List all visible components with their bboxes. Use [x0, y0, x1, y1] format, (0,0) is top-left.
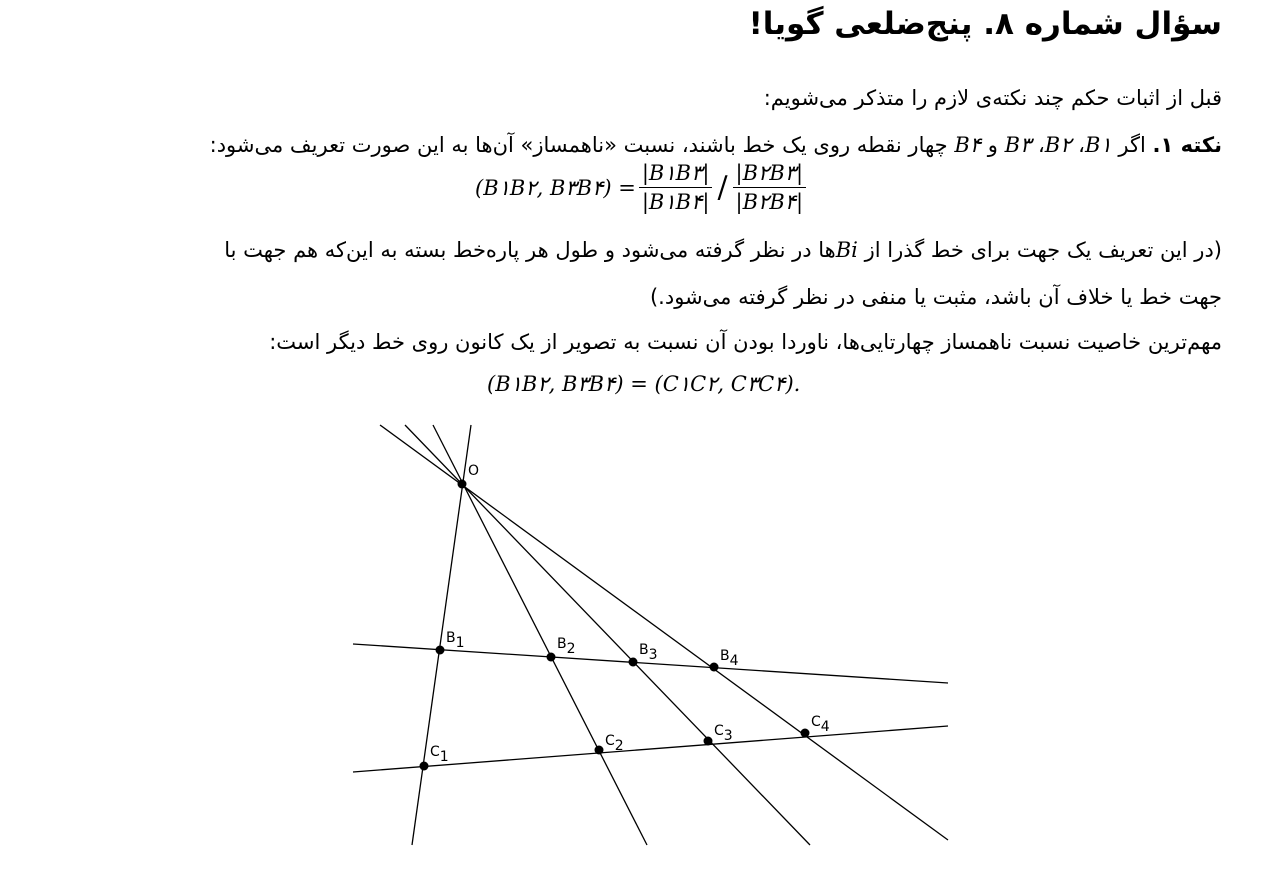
point-b4 [710, 663, 719, 672]
note-1-text-a: اگر [1118, 133, 1146, 157]
point-c4 [801, 729, 810, 738]
label-c1: C1 [430, 744, 449, 765]
definition-note-text-b: ها در نظر گرفته می‌شود و طول هر پاره‌خط بسته به این‌که هم جهت با [224, 238, 836, 262]
label-c2: C2 [605, 733, 624, 754]
point-b3 [629, 658, 638, 667]
formula-lhs: (B۱B۲, B۳B۴) = [475, 175, 636, 200]
label-b3: B3 [639, 642, 658, 663]
label-b4: B4 [720, 648, 739, 669]
note-1-paragraph [80, 133, 1222, 157]
fraction-2-denominator: |B۲B۴| [735, 190, 804, 214]
conjunction: و [987, 133, 998, 157]
point-c3 [704, 737, 713, 746]
math-b4: B۴ [954, 133, 982, 157]
label-c4: C4 [811, 714, 830, 735]
math-b3: B۳ [1004, 133, 1032, 157]
definition-note-line-2: جهت خط یا خلاف آن باشد، مثبت یا منفی در نظر گرفته می‌شود.) [649, 285, 1222, 309]
cross-ratio-definition-formula [475, 160, 809, 215]
fraction-1 [639, 160, 713, 215]
math-b1: B۱ [1084, 133, 1112, 157]
note-1-text-b: چهار نقطه روی یک خط باشند، نسبت «ناهمساز» آن‌ها به این صورت تعریف می‌شود: [209, 133, 948, 157]
fraction-1-denominator: |B۱B۴| [641, 190, 710, 214]
label-b1: B1 [446, 630, 465, 651]
separator: ، [1037, 133, 1045, 157]
figure-labels [430, 463, 830, 765]
point-b1 [436, 646, 445, 655]
figure-lines [353, 425, 948, 845]
definition-note-line-1 [80, 238, 1222, 262]
math-b2: B۲ [1044, 133, 1072, 157]
fraction-2-numerator: |B۲B۳| [733, 160, 807, 188]
invariance-formula: (B۱B۲, B۳B۴) = (C۱C۲, C۳C۴). [487, 372, 801, 396]
separator: ، [1078, 133, 1085, 157]
point-c1 [420, 762, 429, 771]
point-o [458, 480, 467, 489]
point-b2 [547, 653, 556, 662]
fraction-2 [733, 160, 807, 215]
point-c2 [595, 746, 604, 755]
projection-figure [340, 415, 960, 855]
label-o: O [468, 463, 480, 479]
page-title: سؤال شماره ۸. پنج‌ضلعی گویا! [748, 6, 1222, 42]
figure-points [420, 480, 810, 771]
fraction-1-numerator: |B۱B۳| [639, 160, 713, 188]
label-b2: B2 [557, 636, 576, 657]
math-bi: Bi [835, 238, 858, 262]
line-o-b4-c4 [380, 425, 948, 840]
invariance-paragraph: مهم‌ترین خاصیت نسبت ناهمساز چهارتایی‌ها، ناوردا بودن آن نسبت به تصویر از یک کانون روی خط دیگر است: [269, 330, 1222, 354]
note-1-label: نکته ۱. [1152, 133, 1222, 157]
definition-note-text-a: (در این تعریف یک جهت برای خط گذرا از [864, 238, 1222, 262]
label-c3: C3 [714, 723, 733, 744]
intro-paragraph: قبل از اثبات حکم چند نکته‌ی لازم را متذکر می‌شویم: [763, 86, 1222, 110]
fraction-divider: / [717, 170, 728, 205]
